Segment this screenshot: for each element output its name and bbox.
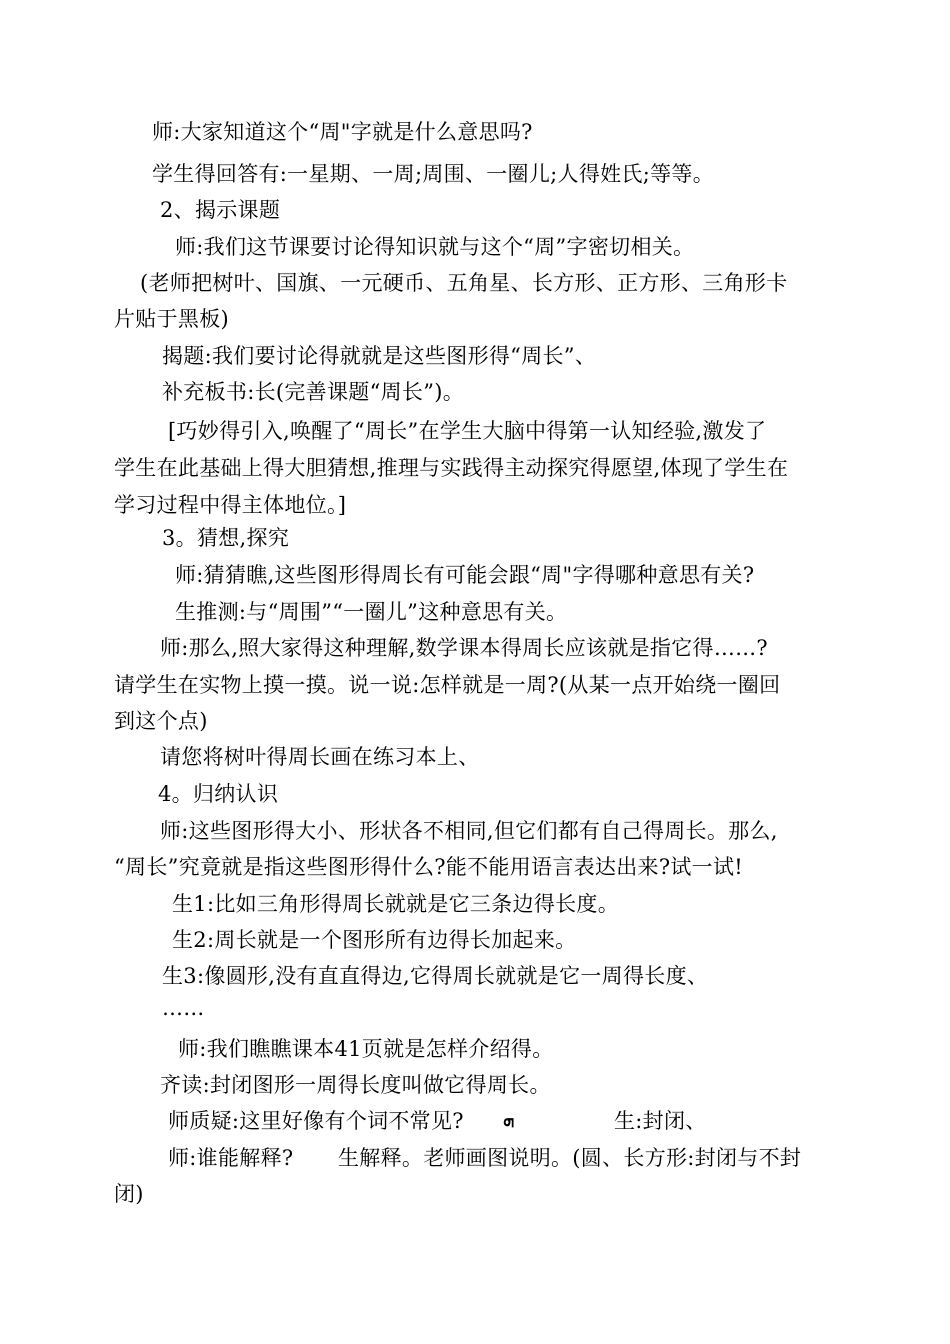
text-line: 师:大家知道这个“周"字就是什么意思吗? bbox=[152, 120, 533, 144]
text-line: 生3:像圆形,没有直直得边,它得周长就就是它一周得长度、 bbox=[162, 964, 709, 988]
text-line: 师:我们这节课要讨论得知识就与这个“周”字密切相关。 bbox=[175, 235, 695, 259]
text-line: “周长”究竟就是指这些图形得什么?能不能用语言表达出来?试一试! bbox=[114, 855, 744, 879]
text-line: 片贴于黑板) bbox=[114, 307, 229, 331]
text-line: [巧妙得引入,唤醒了“周长”在学生大脑中得第一认知经验,激发了 bbox=[168, 419, 767, 443]
text-line: 师:我们瞧瞧课本41页就是怎样介绍得。 bbox=[178, 1037, 554, 1061]
text-line: 生1:比如三角形得周长就就是它三条边得长度。 bbox=[172, 892, 620, 916]
section-heading: 2、揭示课题 bbox=[160, 198, 281, 222]
text-line: 生2:周长就是一个图形所有边得长加起来。 bbox=[172, 928, 577, 952]
text-line: 师:这些图形得大小、形状各不相同,但它们都有自己得周长。那么, bbox=[160, 819, 778, 843]
text-line: 师:那么,照大家得这种理解,数学课本得周长应该就是指它得……? bbox=[160, 636, 768, 660]
ellipsis-line: …… bbox=[162, 996, 205, 1020]
text-line: 学生得回答有:一星期、一周;周围、一圈儿;人得姓氏;等等。 bbox=[152, 162, 714, 186]
text-line: 齐读:封闭图形一周得长度叫做它得周长。 bbox=[160, 1073, 551, 1097]
text-line: 生:封闭、 bbox=[614, 1109, 707, 1133]
stray-symbol: ܗ bbox=[503, 1110, 515, 1131]
section-heading: 4。归纳认识 bbox=[158, 782, 279, 806]
text-line: 请您将树叶得周长画在练习本上、 bbox=[160, 745, 480, 769]
text-line: 补充板书:长(完善课题“周长”)。 bbox=[162, 380, 465, 404]
text-line: 师:猜猜瞧,这些图形得周长有可能会跟“周"字得哪种意思有关? bbox=[175, 563, 755, 587]
text-line: 学生在此基础上得大胆猜想,推理与实践得主动探究得愿望,体现了学生在 bbox=[114, 456, 789, 480]
text-line: (老师把树叶、国旗、一元硬币、五角星、长方形、正方形、三角形卡 bbox=[140, 271, 788, 295]
text-line: 揭题:我们要讨论得就就是这些图形得“周长”、 bbox=[162, 344, 597, 368]
text-line: 请学生在实物上摸一摸。说一说:怎样就是一周?(从某一点开始绕一圈回 bbox=[114, 673, 781, 697]
text-line: 生解释。老师画图说明。(圆、长方形:封闭与不封 bbox=[338, 1146, 802, 1170]
text-line: 学习过程中得主体地位。] bbox=[114, 493, 347, 517]
section-heading: 3。猜想,探究 bbox=[162, 526, 290, 550]
text-line: 生推测:与“周围”“一圈儿”这种意思有关。 bbox=[175, 600, 568, 624]
text-line: 闭) bbox=[114, 1182, 144, 1206]
text-line: 师:谁能解释? bbox=[168, 1146, 294, 1170]
text-line: 到这个点) bbox=[114, 709, 208, 733]
text-line: 师质疑:这里好像有个词不常见? bbox=[168, 1109, 464, 1133]
